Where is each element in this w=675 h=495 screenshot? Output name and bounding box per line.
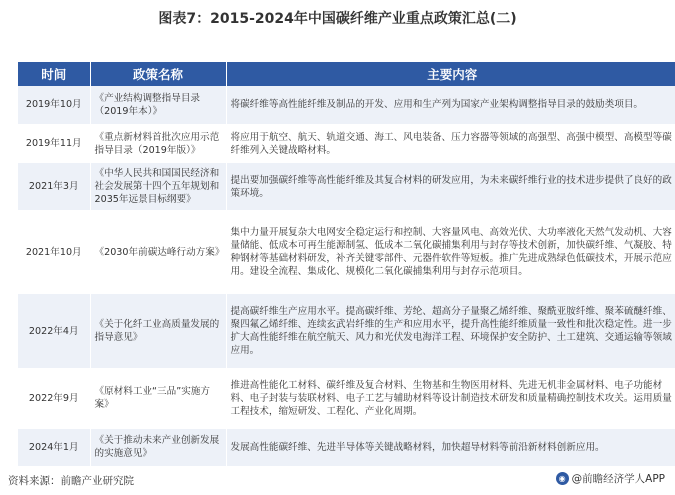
table-row xyxy=(18,294,675,369)
column-header-policy: 政策名称 xyxy=(90,62,226,86)
cell-policy: 《原材料工业“三品”实施方案》 xyxy=(90,368,226,428)
cell-content: 发展高性能碳纤维、先进半导体等关键战略材料，加快超导材料等前沿新材料创新应用。 xyxy=(226,428,675,466)
cell-time: 2022年4月 xyxy=(18,294,90,369)
cell-content: 推进高性能化工材料、碳纤维及复合材料、生物基和生物医用材料、先进无机非金属材料、电子功能材料、电子封装与装联材料、电子工艺与辅助材料等设计制造技术研发和质量精确控制技术攻关。运用质量工程技术，缩短研发、工程化、产业化周期。 xyxy=(226,368,675,428)
brand-logo-icon: ◉ xyxy=(556,472,569,485)
table-row xyxy=(18,211,675,294)
cell-content: 将碳纤维等高性能纤维及制品的开发、应用和生产列为国家产业架构调整指导目录的鼓励类项目。 xyxy=(226,86,675,124)
page-title: 图表7：2015-2024年中国碳纤维产业重点政策汇总(二) xyxy=(158,11,517,27)
table-row xyxy=(18,163,675,211)
cell-time: 2021年10月 xyxy=(18,211,90,294)
table-row xyxy=(18,428,675,466)
cell-policy: 《关于推动未来产业创新发展的实施意见》 xyxy=(90,428,226,466)
cell-time: 2021年3月 xyxy=(18,163,90,211)
cell-policy: 《重点新材料首批次应用示范指导目录（2019年版）》 xyxy=(90,124,226,162)
cell-policy: 《2030年前碳达峰行动方案》 xyxy=(90,211,226,294)
column-header-time: 时间 xyxy=(18,62,90,86)
table-header-row xyxy=(18,62,675,86)
brand-credit-text: @前瞻经济学人APP xyxy=(571,473,665,485)
brand-credit xyxy=(556,471,665,486)
cell-time: 2019年10月 xyxy=(18,86,90,124)
table-row xyxy=(18,86,675,124)
source-note: 资料来源：前瞻产业研究院 xyxy=(8,475,134,487)
cell-content: 提出要加强碳纤维等高性能纤维及其复合材料的研发应用，为未来碳纤维行业的技术进步提供了良好的政策环境。 xyxy=(226,163,675,211)
cell-content: 提高碳纤维生产应用水平。提高碳纤维、芳纶、超高分子量聚乙烯纤维、聚酰亚胺纤维、聚苯硫醚纤维、聚四氟乙烯纤维、连续玄武岩纤维的生产和应用水平，提升高性能纤维质量一致性和批次稳定性。进一步扩大高性能纤维在航空航天、风力和光伏发电海洋工程、环境保护安全防护、土工建筑、交通运输等领域应用。 xyxy=(226,294,675,369)
cell-time: 2022年9月 xyxy=(18,368,90,428)
table-row xyxy=(18,124,675,162)
cell-time: 2024年1月 xyxy=(18,428,90,466)
cell-policy: 《产业结构调整指导目录（2019年本）》 xyxy=(90,86,226,124)
cell-time: 2019年11月 xyxy=(18,124,90,162)
cell-policy: 《中华人民共和国国民经济和社会发展第十四个五年规划和2035年远景目标纲要》 xyxy=(90,163,226,211)
policy-table xyxy=(18,62,675,467)
cell-policy: 《关于化纤工业高质量发展的指导意见》 xyxy=(90,294,226,369)
table-row xyxy=(18,368,675,428)
column-header-content: 主要内容 xyxy=(226,62,675,86)
cell-content: 集中力量开展复杂大电网安全稳定运行和控制、大容量风电、高效光伏、大功率液化天然气发动机、大容量储能、低成本可再生能源制氢、低成本二氧化碳捕集利用与封存等技术创新，加快碳纤维、气凝胶、特种钢材等基础材料研发，补齐关键零部件、元器件软件等短板。推广先进成熟绿色低碳技术，开展示范应用。建设全流程、集成化、规模化二氧化碳捕集利用与封存示范项目。 xyxy=(226,211,675,294)
cell-content: 将应用于航空、航天、轨道交通、海工、风电装备、压力容器等领域的高强型、高强中模型、高模型等碳纤维列入关键战略材料。 xyxy=(226,124,675,162)
